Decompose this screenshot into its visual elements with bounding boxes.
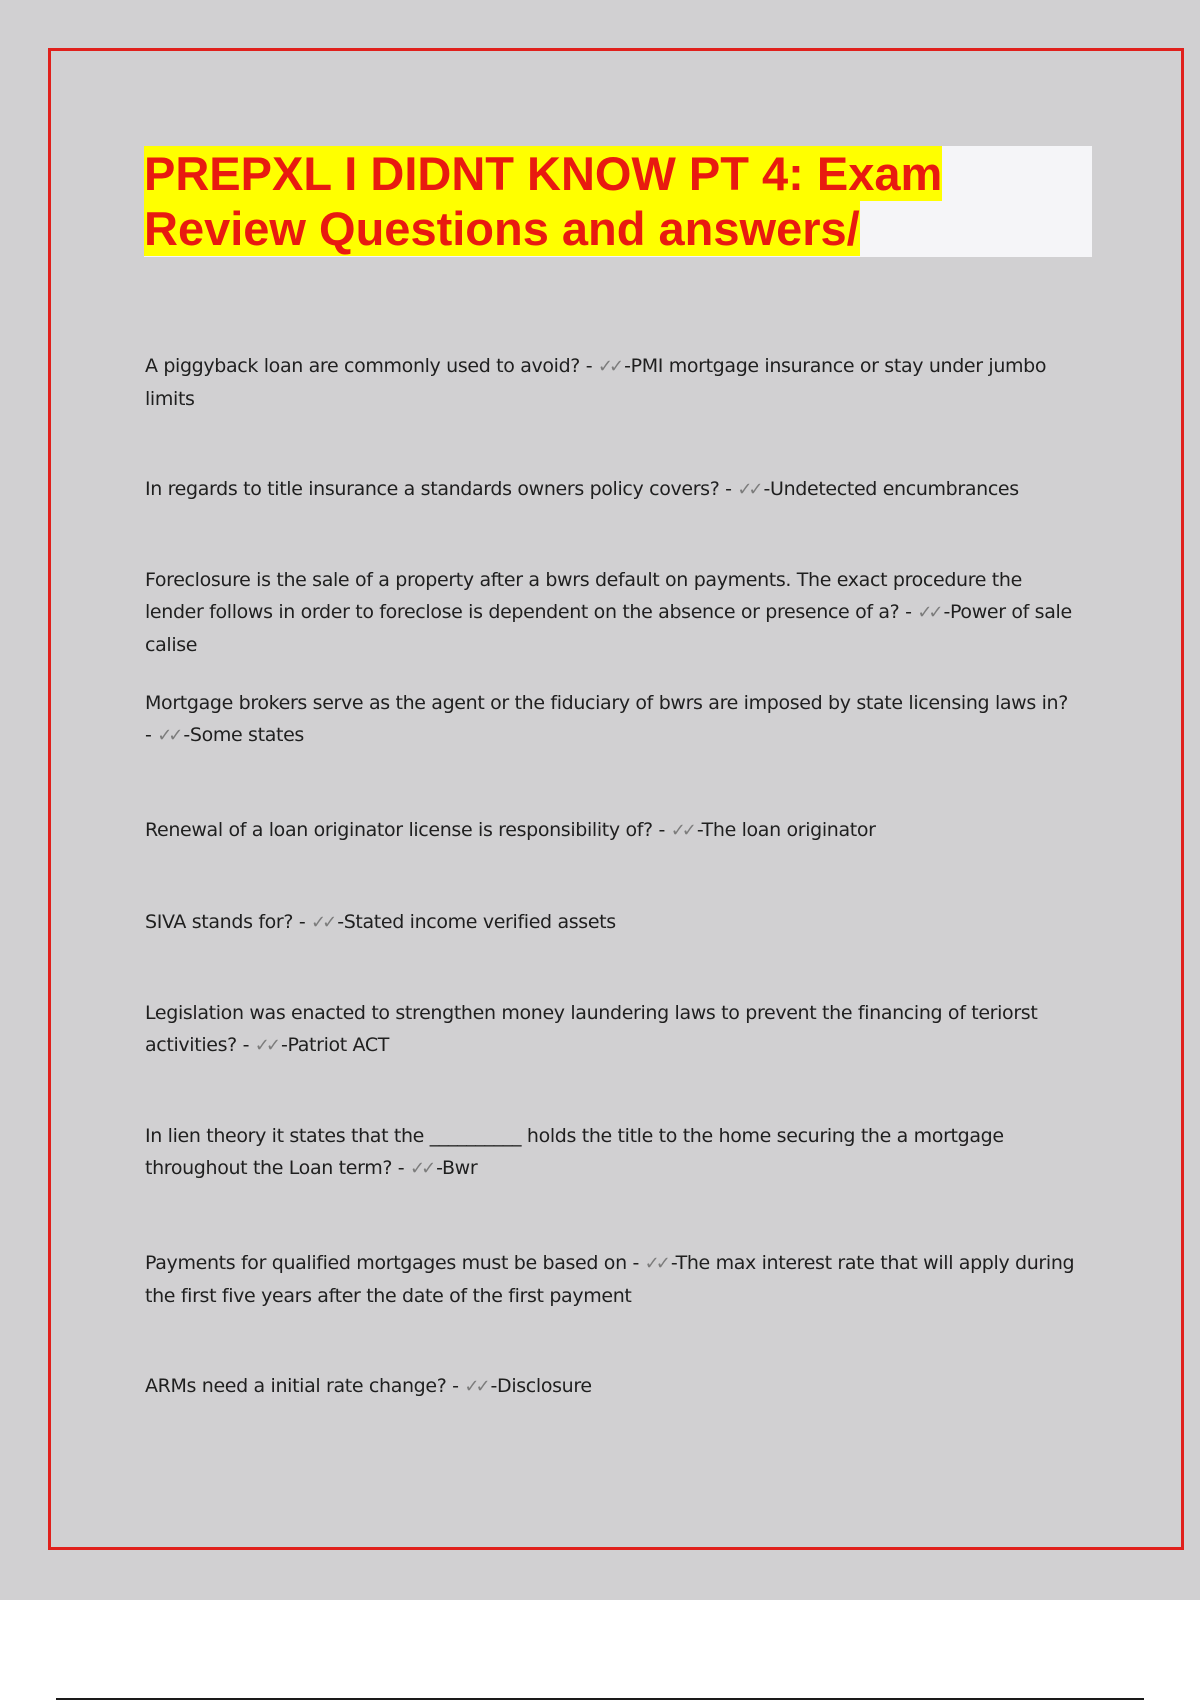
page-border-frame xyxy=(48,48,1184,1550)
answer-text: -Undetected encumbrances xyxy=(763,478,1019,500)
qa-item xyxy=(145,814,1075,847)
question-text: A piggyback loan are commonly used to avoid? - xyxy=(145,355,598,377)
question-text: ARMs need a initial rate change? - xyxy=(145,1375,465,1397)
double-check-icon: ✓✓ xyxy=(670,820,693,841)
question-text: In regards to title insurance a standards owners policy covers? - xyxy=(145,478,738,500)
qa-item xyxy=(145,997,1075,1062)
answer-text: -PMI mortgage insurance or stay under jumbo limits xyxy=(145,355,1047,410)
qa-item xyxy=(145,1370,1075,1403)
answer-text: -The loan originator xyxy=(696,819,876,841)
question-text: Renewal of a loan originator license is responsibility of? - xyxy=(145,819,671,841)
qa-item xyxy=(145,687,1075,752)
answer-text: -Some states xyxy=(183,724,304,746)
qa-item xyxy=(145,1120,1075,1185)
double-check-icon: ✓✓ xyxy=(409,1158,433,1179)
double-check-icon: ✓✓ xyxy=(644,1253,667,1274)
question-text: Payments for qualified mortgages must be based on - xyxy=(145,1252,645,1274)
answer-text: -Bwr xyxy=(436,1157,478,1179)
double-check-icon: ✓✓ xyxy=(917,602,940,623)
document-title-line-1: PREPXL I DIDNT KNOW PT 4: Exam xyxy=(144,147,943,200)
answer-text: -Power of sale calise xyxy=(145,601,1072,656)
question-text: SIVA stands for? - xyxy=(145,911,312,933)
question-text: Mortgage brokers serve as the agent or the fiduciary of bwrs are imposed by state licensing laws in? - xyxy=(145,692,1068,746)
document-title-line-2: Review Questions and answers/ xyxy=(144,202,860,255)
question-text: In lien theory it states that the __________ holds the title to the home securing the a mortgage throughout the Loan term? - xyxy=(145,1125,1004,1179)
title-block xyxy=(144,146,1092,257)
double-check-icon: ✓✓ xyxy=(157,725,180,746)
answer-text: -Stated income verified assets xyxy=(337,911,616,933)
double-check-icon: ✓✓ xyxy=(737,479,760,500)
qa-item xyxy=(145,906,1075,939)
qa-item xyxy=(145,564,1075,661)
answer-text: -Patriot ACT xyxy=(280,1034,390,1056)
double-check-icon: ✓✓ xyxy=(597,356,621,377)
double-check-icon: ✓✓ xyxy=(311,912,334,933)
answer-text: -Disclosure xyxy=(490,1375,592,1397)
qa-item xyxy=(145,473,1075,506)
qa-item xyxy=(145,1247,1075,1312)
double-check-icon: ✓✓ xyxy=(254,1035,277,1056)
qa-item xyxy=(145,350,1075,415)
answer-text: -The max interest rate that will apply during the first five years after the date of the first payment xyxy=(145,1252,1075,1307)
question-text: Legislation was enacted to strengthen money laundering laws to prevent the financing of teriorst activities? - xyxy=(145,1002,1038,1056)
double-check-icon: ✓✓ xyxy=(464,1376,487,1397)
question-text: Foreclosure is the sale of a property after a bwrs default on payments. The exact procedure the lender follows in order to foreclose is dependent on the absence or presence of a? - xyxy=(145,569,1022,623)
